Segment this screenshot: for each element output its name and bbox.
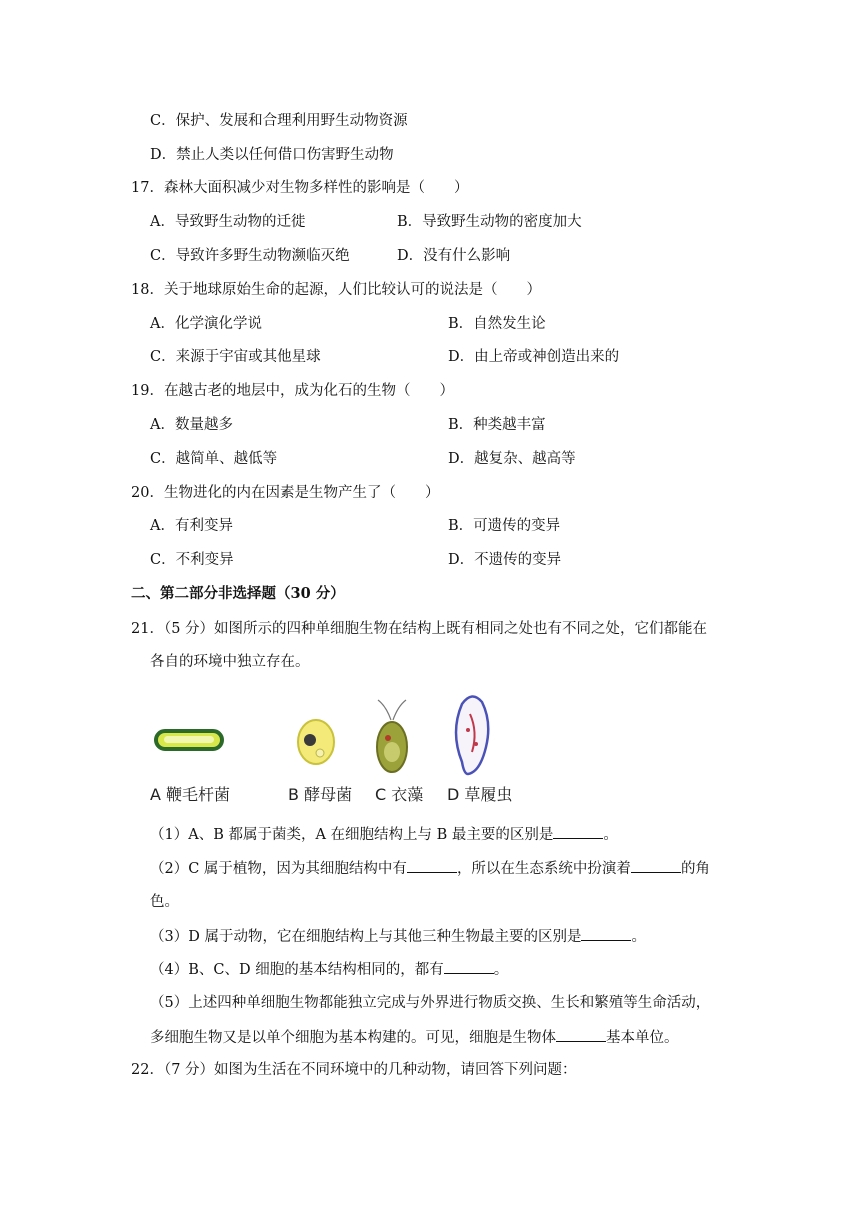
q21-sub1-text: （1）A、B 都属于菌类，A 在细胞结构上与 B 最主要的区别是 [150, 827, 554, 843]
q21-sub1-end: 。 [603, 827, 618, 843]
q21-sub4-text: （4）B、C、D 细胞的基本结构相同的，都有 [150, 962, 444, 978]
chlamydomonas-drawing [377, 700, 407, 772]
q20-option-a: A．有利变异 [150, 518, 233, 534]
single-cell-organisms-figure [150, 692, 530, 807]
q17-option-a: A．导致野生动物的迁徙 [150, 214, 306, 230]
q21-sub4-end: 。 [493, 962, 509, 978]
q21-sub2-text: （2）C 属于植物，因为其细胞结构中有 [150, 861, 407, 877]
q16-option-c: C．保护、发展和合理利用野生动物资源 [150, 113, 408, 129]
q21-sub5-text: 多细胞生物又是以单个细胞为基本构建的。可见，细胞是生物体 [150, 1030, 556, 1046]
q18-option-b: B．自然发生论 [448, 316, 546, 332]
q18-stem: 18．关于地球原始生命的起源，人们比较认可的说法是（ ） [131, 282, 541, 298]
paramecium-drawing [456, 696, 488, 774]
q21-sub2-mid: ，所以在生态系统中扮演着 [456, 861, 631, 877]
q21-sub3-text: （3）D 属于动物，它在细胞结构上与其他三种生物最主要的区别是 [150, 929, 582, 945]
q20-stem: 20．生物进化的内在因素是生物产生了（ ） [131, 485, 440, 501]
answer-blank[interactable] [581, 926, 631, 941]
q22-stem: 22．（7 分）如图为生活在不同环境中的几种动物，请回答下列问题： [131, 1062, 577, 1078]
q21-sub1 [150, 824, 618, 845]
q17-stem: 17．森林大面积减少对生物多样性的影响是（ ） [131, 180, 469, 196]
q20-option-c: C．不利变异 [150, 552, 234, 568]
q21-sub4 [150, 959, 508, 980]
q21-sub5-line1: （5）上述四种单细胞生物都能独立完成与外界进行物质交换、生长和繁殖等生命活动， [150, 995, 711, 1011]
flagellated-bacillus-drawing [156, 731, 222, 749]
q21-sub2-cont: 色。 [150, 894, 179, 910]
organisms-illustration [150, 692, 530, 780]
q21-sub2 [150, 858, 710, 879]
q17-option-b: B．导致野生动物的密度加大 [397, 214, 582, 230]
section-2-heading: 二、第二部分非选择题（30 分） [131, 585, 345, 602]
q21-sub2-end: 的角 [680, 861, 710, 877]
q21-stem-line1: 21．（5 分）如图所示的四种单细胞生物在结构上既有相同之处也有不同之处，它们都能在 [131, 621, 708, 637]
q17-option-c: C．导致许多野生动物濒临灭绝 [150, 248, 350, 264]
q18-option-a: A．化学演化学说 [150, 316, 262, 332]
yeast-drawing [298, 720, 334, 764]
q19-option-a: A．数量越多 [150, 417, 233, 433]
q21-sub5-end: 基本单位。 [606, 1030, 679, 1046]
q21-sub5-line2 [150, 1027, 679, 1048]
q19-option-b: B．种类越丰富 [448, 417, 546, 433]
answer-blank[interactable] [553, 824, 603, 839]
answer-blank[interactable] [444, 959, 494, 974]
q18-option-d: D．由上帝或神创造出来的 [448, 349, 620, 365]
answer-blank[interactable] [631, 858, 681, 873]
answer-blank[interactable] [556, 1027, 606, 1042]
figure-label-c: C 衣藻 [375, 785, 424, 804]
q19-option-d: D．越复杂、越高等 [448, 451, 576, 467]
q21-sub3-end: 。 [631, 929, 646, 945]
q21-sub3 [150, 926, 646, 947]
q17-option-d: D．没有什么影响 [397, 248, 511, 264]
figure-label-a: A 鞭毛杆菌 [150, 785, 231, 804]
q20-option-b: B．可遗传的变异 [448, 518, 561, 534]
q20-option-d: D．不遗传的变异 [448, 552, 562, 568]
figure-label-b: B 酵母菌 [288, 785, 353, 804]
q21-stem-line2: 各自的环境中独立存在。 [150, 654, 310, 670]
q19-option-c: C．越简单、越低等 [150, 451, 278, 467]
figure-label-d: D 草履虫 [447, 785, 513, 804]
q16-option-d: D．禁止人类以任何借口伤害野生动物 [150, 147, 394, 163]
q19-stem: 19．在越古老的地层中，成为化石的生物（ ） [131, 383, 454, 399]
answer-blank[interactable] [407, 858, 457, 873]
q18-option-c: C．来源于宇宙或其他星球 [150, 349, 321, 365]
